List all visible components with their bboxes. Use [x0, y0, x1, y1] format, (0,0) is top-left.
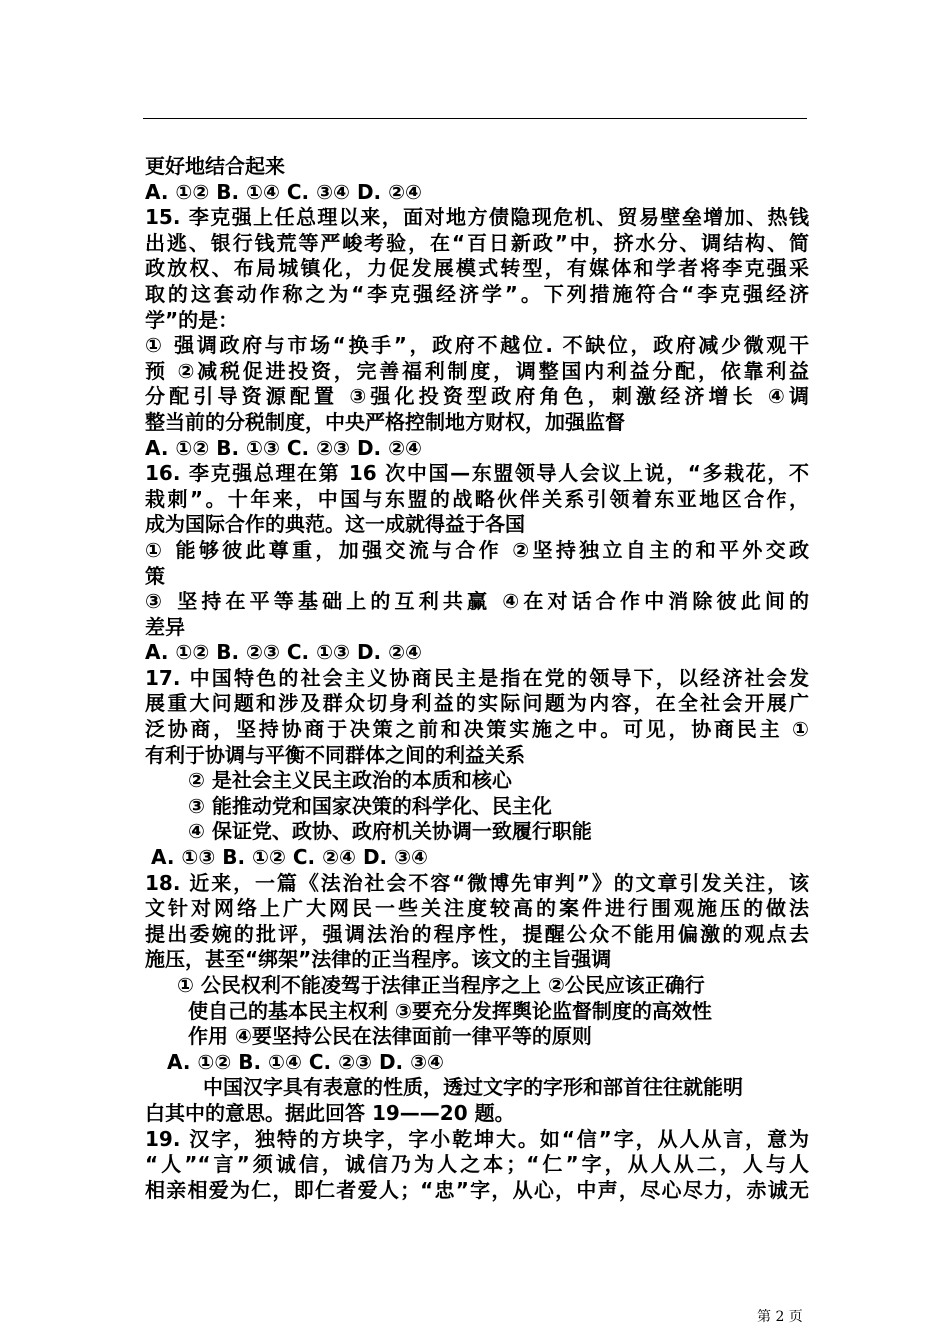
statement-line: ① 公民权利不能凌驾于法律正当程序之上 ②公民应该正确行	[177, 973, 705, 997]
text-line: 展重大问题和涉及群众切身利益的实际问题为内容，在全社会开展广	[145, 691, 809, 716]
statement-line: ④ 保证党、政协、政府机关协调一致履行职能	[188, 819, 592, 844]
page-content	[145, 154, 809, 1203]
statement-line: 预 ②减税促进投资，完善福利制度，调整国内利益分配，依靠利益	[145, 358, 809, 383]
text-line: 泛协商，坚持协商于决策之前和决策实施之中。可见，协商民主 ①	[145, 717, 809, 742]
text-line: 栽刺”。十年来，中国与东盟的战略伙伴关系引领着东亚地区合作，	[145, 486, 809, 511]
statement-line: 使自己的基本民主权利 ③要充分发挥舆论监督制度的高效性	[188, 998, 712, 1023]
text-line: 提出委婉的批评，强调法治的程序性，提醒公众不能用偏激的观点去	[145, 921, 809, 946]
text-line: 出逃、银行钱荒等严峻考验，在“百日新政”中，挤水分、调结构、简	[145, 230, 809, 255]
text-line: 更好地结合起来	[145, 154, 285, 178]
answer-options: A. ①② B. ①④ C. ②③ D. ③④	[167, 1049, 444, 1074]
statement-line: 分配引导资源配置 ③强化投资型政府角色，刺激经济增长 ④调	[145, 384, 809, 409]
statement-line: ③ 坚持在平等基础上的互利共赢 ④在对话合作中消除彼此间的	[145, 589, 809, 614]
question-16-stem: 16. 李克强总理在第 16 次中国—东盟领导人会议上说，“多栽花，不	[145, 461, 809, 486]
statement-line: ① 强调政府与市场“换手”，政府不越位. 不缺位，政府减少微观干	[145, 333, 809, 358]
text-line: 取的这套动作称之为“李克强经济学”。下列措施符合“李克强经济	[145, 281, 809, 306]
page-number: 第 2 页	[757, 1309, 803, 1325]
text-line: 文针对网络上广大网民一些关注度较高的案件进行围观施压的做法	[145, 896, 809, 921]
text-line: 学”的是：	[145, 307, 239, 332]
statement-line: 有利于协调与平衡不同群体之间的利益关系	[145, 742, 525, 767]
statement-line: 整当前的分税制度，中央严格控制地方财权，加强监督	[145, 409, 625, 434]
text-line: 政放权、布局城镇化，力促发展模式转型，有媒体和学者将李克强采	[145, 256, 809, 281]
intro-paragraph: 中国汉字具有表意的性质，透过文字的字形和部首往往就能明	[203, 1075, 743, 1100]
text-line: 白其中的意思。据此回答 19——20 题。	[145, 1100, 515, 1125]
statement-line: 作用 ④要坚持公民在法律面前一律平等的原则	[188, 1024, 592, 1049]
statement-line: ③ 能推动党和国家决策的科学化、民主化	[188, 793, 552, 818]
question-18-stem: 18. 近来，一篇《法治社会不容“微博先审判”》的文章引发关注，该	[145, 870, 809, 895]
answer-options: A. ①② B. ①③ C. ②③ D. ②④	[145, 435, 422, 460]
answer-options: A. ①② B. ①④ C. ③④ D. ②④	[145, 179, 422, 204]
statement-line: 策	[145, 563, 165, 588]
text-line: 成为国际合作的典范。这一成就得益于各国	[145, 512, 525, 537]
text-line: 施压，甚至“绑架”法律的正当程序。该文的主旨强调	[145, 947, 612, 972]
statement-line: ① 能够彼此尊重，加强交流与合作 ②坚持独立自主的和平外交政	[145, 537, 809, 562]
question-19-stem: 19. 汉字，独特的方块字，字小乾坤大。如“信”字，从人从言，意为	[145, 1126, 809, 1151]
header-rule	[143, 118, 807, 119]
answer-options: A. ①② B. ②③ C. ①③ D. ②④	[145, 640, 422, 665]
statement-line: ② 是社会主义民主政治的本质和核心	[188, 768, 512, 793]
text-line: “人”“言”须诚信，诚信乃为人之本；“仁”字，从人从二，人与人	[145, 1152, 809, 1177]
answer-options: A. ①③ B. ①② C. ②④ D. ③④	[151, 845, 428, 870]
statement-line: 差异	[145, 614, 185, 639]
question-17-stem: 17. 中国特色的社会主义协商民主是指在党的领导下，以经济社会发	[145, 665, 809, 690]
text-line: 相亲相爱为仁，即仁者爱人；“忠”字，从心，中声，尽心尽力，赤诚无	[145, 1177, 809, 1202]
question-15-stem: 15. 李克强上任总理以来，面对地方债隐现危机、贸易壁垒增加、热钱	[145, 205, 809, 230]
